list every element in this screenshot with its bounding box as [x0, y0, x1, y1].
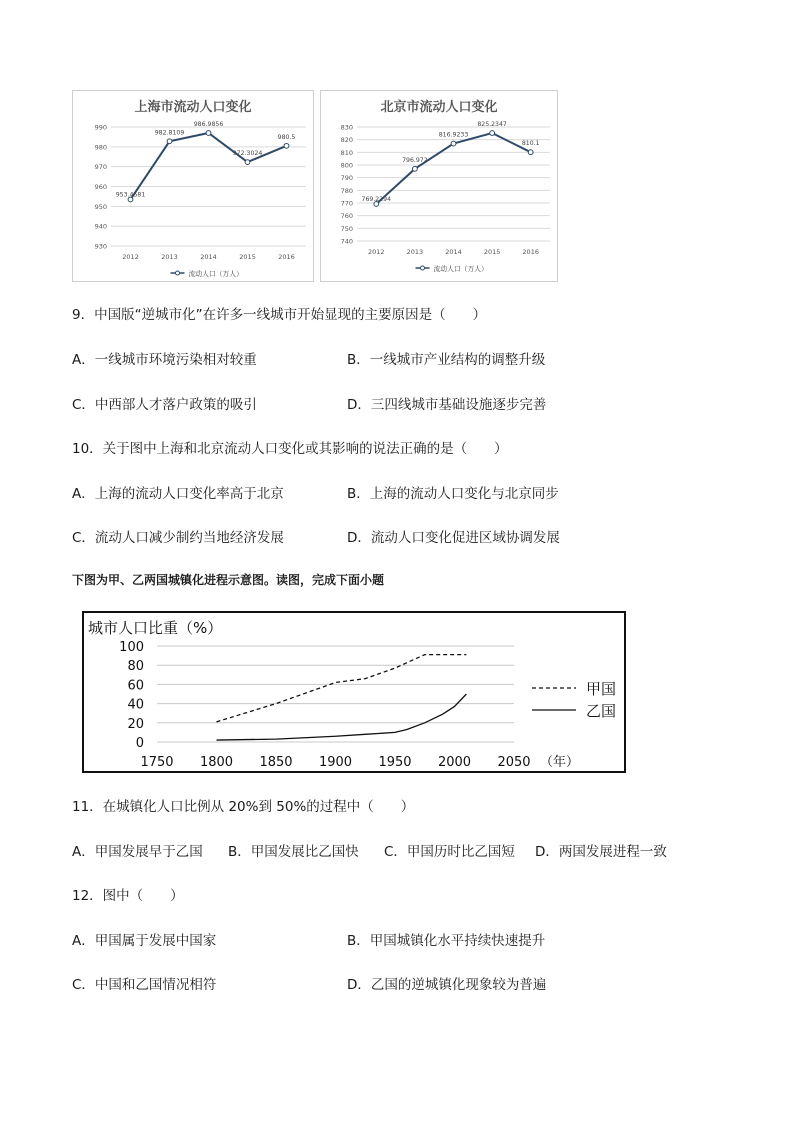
- urbanization-x-tick: 1950: [378, 755, 412, 770]
- section-intro: 下图为甲、乙两国城镇化进程示意图。读图，完成下面小题: [72, 573, 385, 587]
- beijing-data-label: 825.2347: [477, 121, 507, 129]
- shanghai-x-tick: 2012: [122, 253, 139, 261]
- urbanization-series-yi: [217, 694, 467, 740]
- beijing-y-tick: 820: [340, 136, 353, 145]
- question-10-option-a[interactable]: A．上海的流动人口变化率高于北京: [72, 486, 284, 502]
- beijing-point: [413, 166, 418, 171]
- question-10-option-d[interactable]: D．流动人口变化促进区域协调发展: [347, 530, 560, 546]
- shanghai-point: [284, 143, 289, 148]
- beijing-data-label: 769.2294: [361, 195, 392, 203]
- question-9-option-a[interactable]: A．一线城市环境污染相对较重: [72, 352, 257, 368]
- shanghai-y-tick: 940: [94, 222, 107, 231]
- shanghai-data-label: 972.3024: [232, 150, 263, 158]
- shanghai-y-tick: 960: [94, 183, 107, 191]
- beijing-point: [490, 131, 495, 136]
- question-11-option-b[interactable]: B．甲国发展比乙国快: [228, 844, 359, 860]
- urbanization-chart-svg: [84, 613, 624, 771]
- shanghai-y-tick: 990: [94, 123, 107, 132]
- shanghai-data-label: 986.9856: [193, 120, 224, 128]
- beijing-x-tick: 2015: [483, 248, 501, 256]
- urbanization-y-tick: 60: [127, 678, 144, 694]
- beijing-x-tick: 2016: [522, 248, 539, 256]
- urbanization-x-unit: （年）: [540, 755, 580, 770]
- shanghai-x-tick: 2016: [278, 253, 295, 261]
- question-12-option-d[interactable]: D．乙国的逆城镇化现象较为普遍: [347, 977, 547, 993]
- beijing-y-tick: 790: [340, 174, 353, 183]
- question-12-option-a[interactable]: A．甲国属于发展中国家: [72, 933, 217, 949]
- question-9-stem: 9．中国版“逆城市化”在许多一线城市开始显现的主要原因是（ ）: [72, 307, 487, 323]
- beijing-y-tick: 770: [340, 199, 353, 208]
- beijing-chart: [320, 90, 558, 282]
- shanghai-data-label: 953.4581: [115, 191, 146, 199]
- urbanization-legend-label: 乙国: [586, 702, 617, 720]
- shanghai-data-label: 982.8109: [154, 129, 185, 137]
- urbanization-x-tick: 1850: [259, 755, 293, 770]
- beijing-chart-title: 北京市流动人口变化: [380, 100, 498, 115]
- urbanization-y-tick: 0: [135, 736, 144, 751]
- question-9-option-d[interactable]: D．三四线城市基础设施逐步完善: [347, 397, 547, 413]
- shanghai-point: [167, 139, 172, 144]
- beijing-y-tick: 830: [340, 123, 353, 132]
- shanghai-chart-title: 上海市流动人口变化: [134, 100, 252, 115]
- beijing-x-tick: 2014: [445, 248, 462, 256]
- shanghai-legend-marker: [176, 271, 180, 275]
- question-11-option-d[interactable]: D．两国发展进程一致: [535, 844, 667, 860]
- shanghai-x-tick: 2013: [161, 253, 178, 261]
- question-12-option-b[interactable]: B．甲国城镇化水平持续快速提升: [347, 933, 546, 949]
- question-9-option-c[interactable]: C．中西部人才落户政策的吸引: [72, 397, 257, 413]
- shanghai-y-tick: 980: [94, 143, 107, 152]
- shanghai-point: [245, 160, 250, 165]
- beijing-data-label: 810.1: [521, 140, 540, 148]
- question-10-option-b[interactable]: B．上海的流动人口变化与北京同步: [347, 486, 559, 502]
- shanghai-chart-svg: [73, 91, 313, 281]
- beijing-y-tick: 800: [340, 161, 353, 170]
- urbanization-x-tick: 1900: [318, 755, 353, 770]
- urbanization-legend-label: 甲国: [586, 680, 617, 698]
- urbanization-x-tick: 2000: [437, 755, 472, 770]
- beijing-legend-label: 流动人口（万人）: [433, 265, 488, 273]
- beijing-x-tick: 2012: [368, 248, 385, 256]
- urbanization-x-tick: 1800: [199, 755, 234, 770]
- question-11-option-a[interactable]: A．甲国发展早于乙国: [72, 844, 203, 860]
- question-12-stem: 12．图中（ ）: [72, 888, 184, 904]
- shanghai-legend-label: 流动人口（万人）: [188, 270, 243, 278]
- urbanization-x-tick: 1750: [140, 755, 174, 770]
- urbanization-y-tick: 40: [127, 697, 144, 713]
- beijing-y-tick: 760: [340, 212, 353, 221]
- shanghai-x-tick: 2015: [239, 253, 256, 261]
- shanghai-y-tick: 930: [94, 242, 107, 251]
- beijing-y-tick: 740: [340, 237, 353, 246]
- beijing-x-tick: 2013: [406, 248, 424, 256]
- shanghai-y-tick: 970: [94, 163, 107, 172]
- urbanization-y-tick: 100: [119, 640, 144, 655]
- beijing-data-label: 816.9233: [438, 131, 469, 139]
- beijing-legend-marker: [421, 266, 425, 270]
- shanghai-point: [206, 131, 211, 136]
- urbanization-x-tick: 2050: [497, 755, 531, 770]
- shanghai-x-tick: 2014: [200, 253, 217, 261]
- urbanization-chart: [82, 611, 626, 773]
- beijing-point: [451, 141, 456, 146]
- urbanization-chart-title: 城市人口比重（%）: [88, 619, 223, 637]
- question-11-stem: 11．在城镇化人口比例从 20%到 50%的过程中（ ）: [72, 799, 415, 815]
- beijing-y-tick: 750: [340, 224, 353, 233]
- beijing-chart-svg: [321, 91, 557, 281]
- urbanization-y-tick: 80: [127, 659, 144, 675]
- shanghai-y-tick: 950: [94, 202, 107, 211]
- question-10-stem: 10．关于图中上海和北京流动人口变化或其影响的说法正确的是（ ）: [72, 441, 508, 457]
- question-11-option-c[interactable]: C．甲国历时比乙国短: [384, 844, 515, 860]
- question-9-option-b[interactable]: B．一线城市产业结构的调整升级: [347, 352, 546, 368]
- beijing-y-tick: 810: [340, 148, 353, 157]
- shanghai-data-label: 980.5: [277, 133, 296, 141]
- question-12-option-c[interactable]: C．中国和乙国情况相符: [72, 977, 217, 993]
- beijing-point: [528, 150, 533, 155]
- beijing-data-label: 796.972: [402, 156, 428, 164]
- question-10-option-c[interactable]: C．流动人口减少制约当地经济发展: [72, 530, 284, 546]
- beijing-y-tick: 780: [340, 186, 353, 195]
- shanghai-chart: [72, 90, 314, 282]
- urbanization-y-tick: 20: [127, 716, 144, 732]
